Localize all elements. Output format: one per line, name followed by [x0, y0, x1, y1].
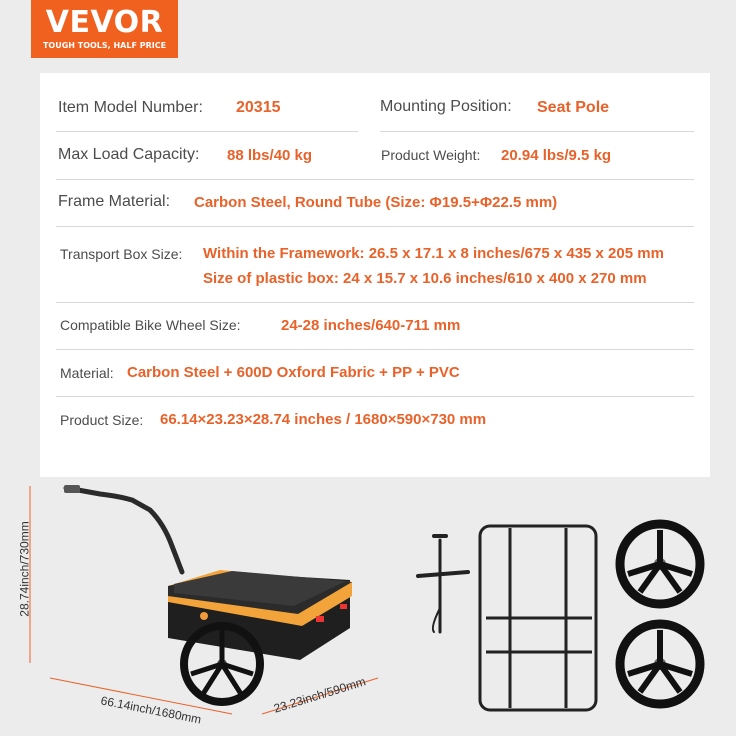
size-value: 66.14×23.23×28.74 inches / 1680×590×730 mm — [160, 411, 487, 428]
wheel-label: Compatible Bike Wheel Size: — [60, 317, 241, 333]
weight-label: Product Weight: — [381, 147, 481, 163]
frame-label: Frame Material: — [58, 193, 171, 210]
box-value-plastic: Size of plastic box: 24 x 15.7 x 10.6 inches/610 x 400 x 270 mm — [203, 270, 647, 287]
divider — [56, 349, 694, 350]
divider — [56, 131, 358, 132]
width-dimension: 23.23inch/590mm — [272, 674, 368, 716]
spec-table — [40, 73, 710, 477]
vevor-logo — [31, 0, 178, 58]
divider — [56, 226, 694, 227]
product-images — [0, 478, 736, 736]
mount-label: Mounting Position: — [380, 98, 512, 115]
divider — [56, 302, 694, 303]
divider — [380, 131, 694, 132]
height-dimension: 28.74inch/730mm — [17, 521, 32, 617]
wheel-part-top — [620, 524, 700, 604]
length-dimension: 66.14inch/1680mm — [99, 693, 203, 727]
logo-tagline: TOUGH TOOLS, HALF PRICE — [42, 41, 167, 50]
mount-value: Seat Pole — [537, 99, 610, 116]
material-value: Carbon Steel + 600D Oxford Fabric + PP + PVC — [127, 364, 460, 381]
frame-part — [480, 526, 596, 710]
weight-value: 20.94 lbs/9.5 kg — [501, 147, 612, 164]
material-label: Material: — [60, 365, 114, 381]
wheel-part-bottom — [620, 624, 700, 704]
model-value: 20315 — [236, 99, 281, 116]
model-label: Item Model Number: — [58, 99, 203, 116]
tow-arm-part — [418, 536, 468, 632]
divider — [56, 179, 694, 180]
load-label: Max Load Capacity: — [58, 146, 200, 163]
wheel-value: 24-28 inches/640-711 mm — [281, 317, 461, 334]
load-value: 88 lbs/40 kg — [227, 147, 313, 164]
logo-wordmark: VEVOR — [45, 5, 164, 40]
divider — [56, 396, 694, 397]
size-label: Product Size: — [60, 412, 144, 428]
frame-value: Carbon Steel, Round Tube (Size: Φ19.5+Φ22.5 mm) — [194, 194, 558, 211]
trailer-assembled — [64, 485, 352, 702]
box-value-framework: Within the Framework: 26.5 x 17.1 x 8 inches/675 x 435 x 205 mm — [203, 245, 664, 262]
box-label: Transport Box Size: — [60, 246, 183, 262]
